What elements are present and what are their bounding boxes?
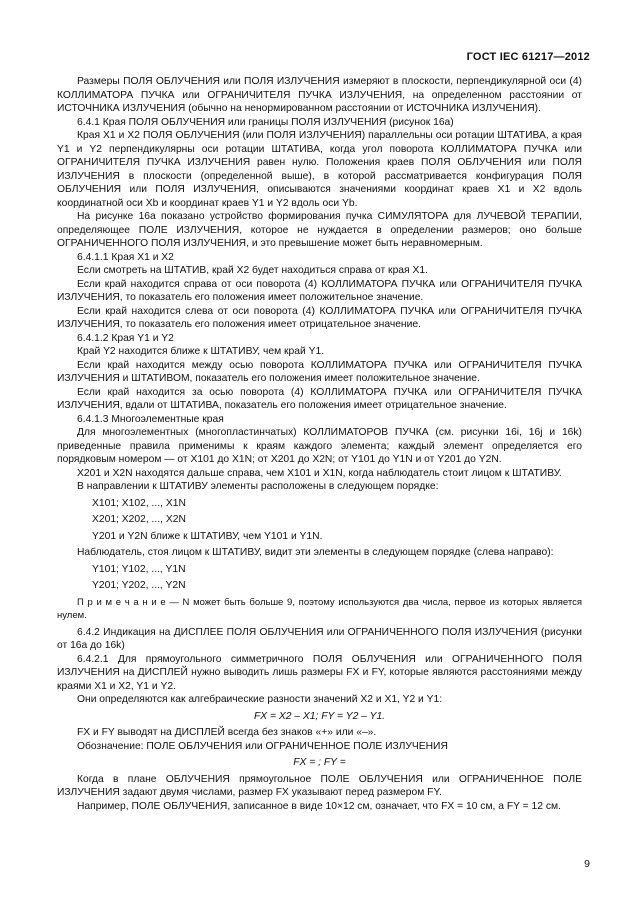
paragraph-x2-right: Если смотреть на ШТАТИВ, край X2 будет находиться справа от края X1. bbox=[77, 265, 428, 276]
paragraph-field-size: Размеры ПОЛЯ ОБЛУЧЕНИЯ или ПОЛЯ ИЗЛУЧЕНИЯ измеряют в плоскости, перпендикулярной оси (4) КОЛЛИМАТОРА ПУЧКА или ОГРАНИЧИТЕЛЯ ПУЧКА ИЗЛУЧЕНИЯ, на определенном расстоянии от ИСТОЧНИКА ИЗЛУЧЕНИЯ (обычно на ненормированном расстоянии от ИСТОЧНИКА ИЗЛУЧЕНИЯ). bbox=[57, 76, 582, 114]
section-heading-6-4-1-2: 6.4.1.2 Края Y1 и Y2 bbox=[77, 332, 174, 344]
paragraph-fx-before-fy: Когда в плане ОБЛУЧЕНИЯ прямоугольное ПОЛЕ ОБЛУЧЕНИЯ или ОГРАНИЧЕННОЕ ПОЛЕ ИЗЛУЧЕНИЯ задают двумя числами, размер FX указывают перед размером FY. bbox=[57, 773, 582, 798]
paragraph-y-positive: Если край находится между осью поворота КОЛЛИМАТОРА ПУЧКА или ОГРАНИЧИТЕЛЯ ПУЧКА ИЗЛУЧЕНИЯ и ШТАТИВОМ, показатель его положения имеет положительное значение. bbox=[57, 359, 582, 384]
paragraph-figure-16a: На рисунке 16а показано устройство формирования пучка СИМУЛЯТОРА для ЛУЧЕВОЙ ТЕРАПИИ, определяющее ПОЛЕ ИЗЛУЧЕНИЯ, которое не нуждается в определении размеров; оно больше ОГРАНИЧЕННОГО ПОЛЯ ИЗЛУЧЕНИЯ, и это превышение может быть неравномерным. bbox=[57, 211, 582, 249]
paragraph-6-4-2-1: 6.4.2.1 Для прямоугольного симметричного ПОЛЯ ОБЛУЧЕНИЯ или ОГРАНИЧЕННОГО ПОЛЯ ИЗЛУЧЕНИЯ на ДИСПЛЕЙ нужно выводить лишь размеры FX и FY, которые являются расстояниями между краями X1 и X2, Y1 и Y2. bbox=[57, 653, 582, 692]
formula-designation: FX = ; FY = bbox=[293, 757, 346, 768]
paragraph-y-negative: Если край находится за осью поворота (4) КОЛЛИМАТОРА ПУЧКА или ОГРАНИЧИТЕЛЯ ПУЧКА ИЗЛУЧЕНИЯ, вдали от ШТАТИВА, показатель его положения имеет отрицательное значение. bbox=[57, 386, 582, 411]
paragraph-x-negative: Если край находится слева от оси поворота (4) КОЛЛИМАТОРА ПУЧКА или ОГРАНИЧИТЕЛЯ ПУЧКА ИЗЛУЧЕНИЯ, то показатель его положения имеет отрицательное значение. bbox=[57, 305, 582, 330]
leaf-list-x2: X201; X202, ..., X2N bbox=[92, 514, 186, 525]
paragraph-multileaf: Для многоэлементных (многопластинчатых) КОЛЛИМАТОРОВ ПУЧКА (см. рисунки 16i, 16j и 16k) приведенные правила применимы к краям каждого элемента; каждый элемент определяется его порядковым номером — от X101 до X1N; от X201 до X2N; от Y101 до Y1N и от Y201 до Y2N. bbox=[57, 427, 582, 465]
paragraph-y201-closer: Y201 и Y2N ближе к ШТАТИВУ, чем Y101 и Y1N. bbox=[92, 530, 323, 542]
section-heading-6-4-2: 6.4.2 Индикация на ДИСПЛЕЕ ПОЛЯ ОБЛУЧЕНИЯ или ОГРАНИЧЕННОГО ПОЛЯ ИЗЛУЧЕНИЯ (рисунки от 16а до 16k) bbox=[57, 626, 582, 651]
formula-fx-fy: FX = X2 – X1; FY = Y2 – Y1. bbox=[253, 710, 386, 722]
section-heading-6-4-1: 6.4.1 Края ПОЛЯ ОБЛУЧЕНИЯ или границы ПОЛЯ ИЗЛУЧЕНИЯ (рисунок 16а) bbox=[77, 116, 454, 128]
section-heading-6-4-1-1: 6.4.1.1 Края X1 и X2 bbox=[77, 251, 174, 263]
standard-code-header: ГОСТ IEC 61217—2012 bbox=[466, 51, 590, 63]
leaf-list-y1: Y101; Y102, ..., Y1N bbox=[92, 563, 186, 575]
paragraph-algebraic-difference: Они определяются как алгебраические разности значений X2 и X1, Y2 и Y1: bbox=[77, 694, 443, 705]
leaf-list-x1: X101; X102, ..., X1N bbox=[92, 497, 186, 509]
note-paragraph: П р и м е ч а н и е — N может быть больше 9, поэтому используются два числа, первое из которых является нулем. bbox=[57, 596, 582, 621]
paragraph-x-positive: Если край находится справа от оси поворота (4) КОЛЛИМАТОРА ПУЧКА или ОГРАНИЧИТЕЛЯ ПУЧКА ИЗЛУЧЕНИЯ, то показатель его положения имеет положительное значение. bbox=[57, 278, 582, 303]
paragraph-designation: Обозначение: ПОЛЕ ОБЛУЧЕНИЯ или ОГРАНИЧЕННОЕ ПОЛЕ ИЗЛУЧЕНИЯ bbox=[77, 740, 448, 752]
leaf-list-y2: Y201; Y202, ..., Y2N bbox=[92, 580, 186, 591]
paragraph-no-signs: FX и FY выводят на ДИСПЛЕЙ всегда без знаков «+» или «–». bbox=[77, 727, 377, 738]
paragraph-observer-order: Наблюдатель, стоя лицом к ШТАТИВУ, видит эти элементы в следующем порядке (слева направо): bbox=[77, 547, 554, 558]
document-body bbox=[57, 75, 582, 813]
paragraph-y2-closer: Край Y2 находится ближе к ШТАТИВУ, чем край Y1. bbox=[77, 346, 325, 357]
paragraph-example: Например, ПОЛЕ ОБЛУЧЕНИЯ, записанное в виде 10×12 см, означает, что FX = 10 см, а FY = 12 см. bbox=[77, 800, 561, 812]
paragraph-edges-definition: Края X1 и X2 ПОЛЯ ОБЛУЧЕНИЯ (или ПОЛЯ ИЗЛУЧЕНИЯ) параллельны оси ротации ШТАТИВА, а края Y1 и Y2 перпендикулярны оси ротации ШТАТИВА, когда угол поворота КОЛЛИМАТОРА ПУЧКА или ОГРАНИЧИТЕЛЯ ПУЧКА ИЗЛУЧЕНИЯ равен нулю. Положения краев ПОЛЯ ОБЛУЧЕНИЯ или ПОЛЯ ИЗЛУЧЕНИЯ в плоскости (определенной выше), в которой рассматривается конфигурация ПОЛЯ ОБЛУЧЕНИЯ или ПОЛЯ ИЗЛУЧЕНИЯ, описываются значениями координат краев X1 и X2 вдоль координатной оси Xb и координат краев Y1 и Y2 вдоль оси Yb. bbox=[57, 130, 582, 209]
section-heading-6-4-1-3: 6.4.1.3 Многоэлементные края bbox=[77, 413, 224, 425]
paragraph-x201-right: X201 и X2N находятся дальше справа, чем X101 и X1N, когда наблюдатель стоит лицом к ШТАТИВУ. bbox=[77, 467, 562, 479]
paragraph-order-intro: В направлении к ШТАТИВУ элементы расположены в следующем порядке: bbox=[77, 481, 439, 492]
page-number: 9 bbox=[584, 858, 590, 870]
